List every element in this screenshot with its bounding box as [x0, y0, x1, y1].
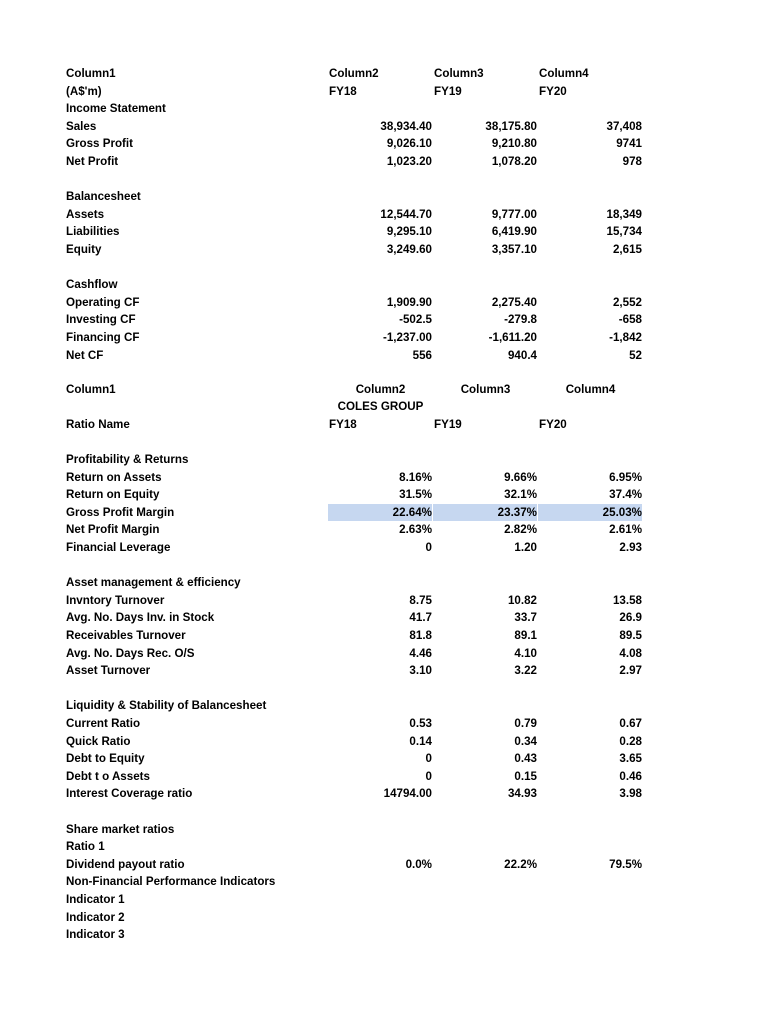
- table-row: [0, 521, 768, 539]
- row-label: Ratio 1: [66, 840, 105, 854]
- section-cashflow: Cashflow: [66, 278, 118, 292]
- company-name: COLES GROUP: [337, 400, 424, 414]
- cell-fy18: 22.64%: [392, 505, 432, 519]
- year-fy18: FY18: [329, 417, 357, 431]
- cell-fy20: 6.95%: [609, 470, 642, 484]
- section-title: [0, 100, 768, 118]
- cell-fy20: -658: [618, 313, 642, 327]
- cell-fy19: 89.1: [514, 629, 537, 642]
- cell-fy20: 0.46: [619, 769, 642, 783]
- row-label: Receivables Turnover: [66, 629, 186, 642]
- cell-fy19: 1,078.20: [491, 155, 537, 168]
- cell-fy19: 9.66%: [504, 470, 537, 484]
- cell-fy18: 8.16%: [399, 470, 432, 484]
- row-label: Net Profit: [66, 155, 119, 168]
- cell-fy18: 0.0%: [405, 857, 432, 871]
- table-row: [0, 891, 768, 909]
- table-row: [0, 909, 768, 927]
- cell-fy19: 23.37%: [497, 505, 537, 519]
- section-liquidity: Liquidity & Stability of Balancesheet: [66, 699, 267, 713]
- section-title: [0, 188, 768, 206]
- section-non-financial: Non-Financial Performance Indicators: [66, 875, 276, 889]
- table1-header-c4: Column4: [539, 67, 589, 80]
- row-label: Operating CF: [66, 295, 140, 309]
- table-row: [0, 206, 768, 224]
- table-row: [0, 838, 768, 856]
- cell-fy19: 9,210.80: [491, 137, 537, 151]
- row-label: Gross Profit Margin: [66, 505, 175, 519]
- cell-fy20: 79.5%: [609, 857, 642, 871]
- section-title: [0, 574, 768, 592]
- row-label: Assets: [66, 207, 105, 221]
- cell-fy19: 0.79: [514, 717, 537, 730]
- cell-fy18: 0.14: [409, 734, 432, 748]
- table2-subheader-row: [0, 416, 768, 434]
- table-row: [0, 311, 768, 329]
- section-title: [0, 873, 768, 891]
- cell-fy18: 31.5%: [399, 488, 432, 502]
- cell-fy19: 6,419.90: [491, 225, 537, 239]
- row-label: Debt to Equity: [66, 752, 145, 766]
- row-label: Sales: [66, 119, 97, 133]
- cell-fy20: 3.98: [619, 787, 642, 801]
- cell-fy18: 81.8: [409, 629, 432, 642]
- row-label: Net CF: [66, 348, 104, 362]
- cell-fy18: 556: [412, 348, 432, 362]
- table-row: [0, 733, 768, 751]
- cell-fy19: 32.1%: [504, 488, 537, 502]
- table-row: [0, 592, 768, 610]
- cell-fy18: 41.7: [409, 611, 432, 625]
- table-row-highlighted: [0, 504, 768, 522]
- cell-fy18: 1,023.20: [386, 155, 432, 168]
- section-income-statement: Income Statement: [66, 102, 166, 116]
- year-fy18: FY18: [329, 84, 357, 98]
- cell-fy19: 0.34: [514, 734, 537, 748]
- row-label: Return on Equity: [66, 488, 160, 502]
- row-label: Avg. No. Days Inv. in Stock: [66, 611, 215, 625]
- cell-fy18: 14794.00: [383, 787, 432, 801]
- table-row: [0, 329, 768, 347]
- row-label: Invntory Turnover: [66, 593, 165, 607]
- table-row: [0, 241, 768, 259]
- row-label: Equity: [66, 243, 102, 256]
- cell-fy20: 0.67: [619, 717, 642, 730]
- year-fy19: FY19: [434, 84, 462, 98]
- cell-fy19: 33.7: [514, 611, 537, 625]
- cell-fy18: 0.53: [409, 717, 432, 730]
- year-fy20: FY20: [539, 84, 567, 98]
- row-label: Debt t o Assets: [66, 769, 150, 783]
- section-title: [0, 276, 768, 294]
- cell-fy19: 0.15: [514, 769, 537, 783]
- row-label: Investing CF: [66, 313, 136, 327]
- cell-fy19: 3,357.10: [491, 243, 537, 256]
- cell-fy20: 37.4%: [609, 488, 642, 502]
- table2-header-c1: Column1: [66, 382, 116, 396]
- row-label: Interest Coverage ratio: [66, 787, 193, 801]
- table1-header-c1: Column1: [66, 67, 116, 80]
- cell-fy20: 2.93: [619, 541, 642, 554]
- cell-fy20: 25.03%: [602, 505, 642, 519]
- cell-fy20: 978: [622, 155, 642, 168]
- cell-fy18: 0: [425, 769, 432, 783]
- cell-fy19: 34.93: [507, 787, 537, 801]
- table-row: [0, 539, 768, 557]
- table-row: [0, 347, 768, 365]
- cell-fy19: 4.10: [514, 646, 537, 660]
- cell-fy18: 2.63%: [399, 523, 432, 537]
- cell-fy20: 4.08: [619, 646, 642, 660]
- cell-fy20: 15,734: [606, 225, 642, 239]
- row-label: Indicator 3: [66, 928, 125, 942]
- table2-header-row: [0, 381, 768, 399]
- table1-header-c2: Column2: [329, 67, 379, 80]
- table-row: [0, 486, 768, 504]
- table-row: [0, 785, 768, 803]
- row-label: Financing CF: [66, 331, 140, 344]
- cell-fy20: 2,552: [612, 295, 642, 309]
- cell-fy18: 8.75: [409, 593, 432, 607]
- cell-fy18: 9,026.10: [386, 137, 432, 151]
- cell-fy20: 52: [629, 348, 642, 362]
- row-label: Indicator 2: [66, 910, 125, 924]
- ratio-name-header: Ratio Name: [66, 417, 130, 431]
- cell-fy18: 38,934.40: [380, 119, 432, 133]
- row-label: Liabilities: [66, 225, 120, 239]
- year-fy20: FY20: [539, 417, 567, 431]
- row-label: Avg. No. Days Rec. O/S: [66, 646, 195, 660]
- cell-fy19: 1.20: [514, 541, 537, 554]
- row-label: Return on Assets: [66, 470, 162, 484]
- cell-fy19: 9,777.00: [491, 207, 537, 221]
- section-asset-management: Asset management & efficiency: [66, 576, 241, 590]
- cell-fy20: 37,408: [606, 119, 642, 133]
- table2-header-c2: Column2: [355, 382, 406, 396]
- table-row: [0, 750, 768, 768]
- cell-fy20: 3.65: [619, 752, 642, 766]
- cell-fy20: 13.58: [612, 593, 642, 607]
- cell-fy20: -1,842: [609, 331, 642, 344]
- table-row: [0, 609, 768, 627]
- cell-fy18: 0: [425, 541, 432, 554]
- cell-fy20: 2,615: [612, 243, 642, 256]
- table-row: [0, 153, 768, 171]
- cell-fy19: 2,275.40: [491, 295, 537, 309]
- section-profitability: Profitability & Returns: [66, 453, 189, 466]
- cell-fy18: 12,544.70: [380, 207, 432, 221]
- cell-fy18: 4.46: [409, 646, 432, 660]
- section-title: [0, 821, 768, 839]
- table-row: [0, 662, 768, 680]
- row-label: Dividend payout ratio: [66, 857, 185, 871]
- cell-fy18: 0: [425, 752, 432, 766]
- cell-fy18: 1,909.90: [386, 295, 432, 309]
- section-title: [0, 697, 768, 715]
- table2-header-c3: Column3: [460, 382, 511, 396]
- cell-fy18: 3,249.60: [386, 243, 432, 256]
- company-row: [0, 398, 768, 416]
- table-row: [0, 118, 768, 136]
- cell-fy18: -1,237.00: [383, 331, 432, 344]
- year-fy19: FY19: [434, 417, 462, 431]
- cell-fy19: 940.4: [507, 348, 537, 362]
- cell-fy18: 3.10: [409, 664, 432, 678]
- row-label: Gross Profit: [66, 137, 133, 151]
- row-label: Financial Leverage: [66, 541, 171, 554]
- table-row: [0, 768, 768, 786]
- table-row: [0, 223, 768, 241]
- row-label: Quick Ratio: [66, 734, 131, 748]
- table-row: [0, 856, 768, 874]
- table-row: [0, 645, 768, 663]
- cell-fy20: 9741: [616, 137, 642, 151]
- section-title: [0, 451, 768, 469]
- cell-fy19: 2.82%: [504, 523, 537, 537]
- table-row: [0, 469, 768, 487]
- cell-fy18: -502.5: [399, 313, 432, 327]
- row-label: Indicator 1: [66, 893, 125, 906]
- cell-fy19: 0.43: [514, 752, 537, 766]
- table-row: [0, 627, 768, 645]
- unit-label: (A$'m): [66, 84, 102, 98]
- cell-fy19: 38,175.80: [485, 119, 537, 133]
- cell-fy19: -279.8: [504, 313, 537, 327]
- cell-fy19: 10.82: [507, 593, 537, 607]
- cell-fy20: 2.97: [619, 664, 642, 678]
- table2-header-c4: Column4: [565, 382, 616, 396]
- cell-fy20: 0.28: [619, 734, 642, 748]
- cell-fy20: 2.61%: [609, 523, 642, 537]
- table-row: [0, 294, 768, 312]
- cell-fy19: 22.2%: [504, 857, 537, 871]
- cell-fy18: 9,295.10: [386, 225, 432, 239]
- cell-fy19: 3.22: [514, 664, 537, 678]
- section-share-market: Share market ratios: [66, 822, 175, 836]
- table1-header-row: [0, 65, 768, 83]
- cell-fy20: 26.9: [619, 611, 642, 625]
- table-row: [0, 926, 768, 944]
- cell-fy19: -1,611.20: [488, 331, 537, 344]
- table1-header-c3: Column3: [434, 67, 484, 80]
- section-balancesheet: Balancesheet: [66, 190, 141, 204]
- row-label: Asset Turnover: [66, 664, 151, 678]
- table1-subheader-row: [0, 83, 768, 101]
- cell-fy20: 18,349: [606, 207, 642, 221]
- table-row: [0, 135, 768, 153]
- cell-fy20: 89.5: [619, 629, 642, 642]
- row-label: Current Ratio: [66, 717, 141, 730]
- row-label: Net Profit Margin: [66, 523, 160, 537]
- table-row: [0, 715, 768, 733]
